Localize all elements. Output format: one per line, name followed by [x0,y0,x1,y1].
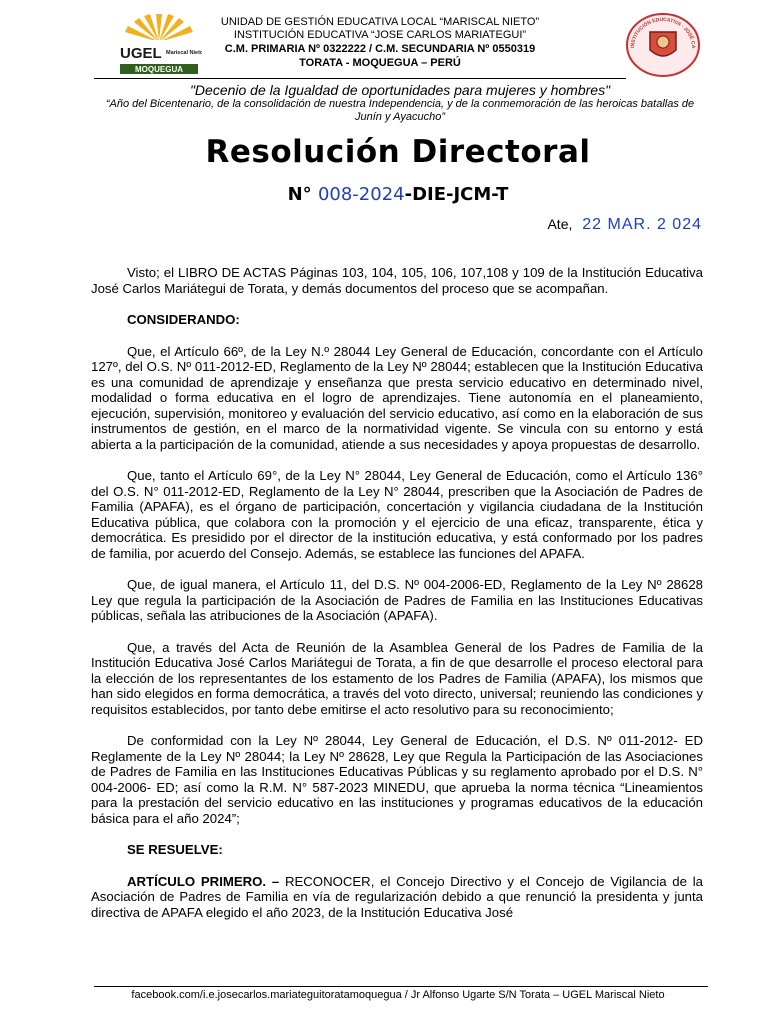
year-name: “Año del Bicentenario, de la consolidación de nuestra Independencia, y de la conmemoración de las heroicas batallas de Junín y Ayacucho” [105,98,695,123]
resolution-code: 008-2024 [317,184,405,205]
header-line-ugel: UNIDAD DE GESTIÓN EDUCATIVA LOCAL “MARISCAL NIETO” [220,16,540,28]
resolution-date [547,216,702,234]
ugel-logo-sub: Mariscal Nieto [166,50,202,56]
ugel-logo-band: MOQUEGUA [135,65,183,74]
school-crest-logo [624,12,702,78]
header-divider [94,78,626,79]
considerando-paragraph-2: Que, tanto el Artículo 69°, de la Ley N° 28044, Ley General de Educación, como el Artículo 136° del O.S. N° 011-2012-ED, Reglamento de la Ley N° 28044, prescriben que la Asociación de Padres de Familia (APAFA), es el órgano de participación, concertación y vigilancia ciudadana de la Institución Educativa pública, que colabora con la promoción y el ejercicio de una eficaz, transparente, ética y democrática. Es presidido por el director de la institución educativa, y está conformado por los padres de familia, por acuerdo del Consejo. Además, se establece las funciones del APAFA. [91,468,703,561]
resolution-prefix: N° [287,184,312,205]
header-line-location: TORATA - MOQUEGUA – PERÚ [299,57,461,69]
resuelve-heading: SE RESUELVE: [127,842,223,857]
ugel-logo-text: UGEL [120,45,162,62]
considerando-heading: CONSIDERANDO: [127,312,240,327]
article-one-title: ARTÍCULO PRIMERO. – [127,873,280,889]
considerando-paragraph-1: Que, el Artículo 66º, de la Ley N.º 28044 Ley General de Educación, concordante con el Artículo 127º, del O.S. Nº 011-2012-ED, Reglamento de la Ley Nº 28044; establecen que la Institución Educativa es una comunidad de aprendizaje y enseñanza que presta servicio educativo en determinado nivel, modalidad o forma educativa en el logro de aprendizajes. Tiene autonomía en el planeamiento, ejecución, supervisión, monitoreo y evaluación del servicio educativo, así como en la elaboración de sus instrumentos de gestión, en el marco de la normatividad vigente. Se vincula con su entorno y está abierta a la participación de la comunidad, atiende a sus necesidades y apoya propuestas de desarrollo. [91,343,703,452]
document-body [91,265,703,936]
article-one-text: RECONOCER, el Concejo Directivo y el Concejo de Vigilancia de la Asociación de Padres de Familia en vía de regularización debido a que renunció la presidenta y junta directiva de APAFA elegido el año 2023, de la Institución Educativa José [91,873,703,920]
considerando-paragraph-4: Que, a través del Acta de Reunión de la Asamblea General de los Padres de Familia de la Institución Educativa José Carlos Mariátegui de Torata, a fin de que desarrolle el proceso electoral para la elección de los representantes de los estamento de los Padres de Familia (APAFA), los mismos que han sido elegidos en forma democrática, a través del voto directo, universal; reuniendo las condiciones y requisitos establecidos, por tanto debe emitirse el acto resolutivo para su reconocimiento; [91,639,703,717]
document-title: Resolución Directoral [205,134,591,170]
visto-paragraph: Visto; el LIBRO DE ACTAS Páginas 103, 104, 105, 106, 107,108 y 109 de la Institución Educativa José Carlos Mariátegui de Torata, y demás documentos del proceso que se acompañan. [91,265,703,296]
header-line-institution: INSTITUCIÓN EDUCATIVA “JOSE CARLOS MARIATEGUI” [233,29,527,41]
article-one [91,874,703,921]
footer-divider [94,986,708,987]
footer-text: facebook.com/i.e.josecarlos.mariateguitoratamoquegua / Jr Alfonso Ugarte S/N Torata – UGEL Mariscal Nieto [131,989,665,1001]
date-value: 22 MAR. 2 024 [582,216,702,233]
header-line-codes: C.M. PRIMARIA Nº 0322222 / C.M. SECUNDARIA Nº 0550319 [224,43,536,55]
crest-text: INSTITUCIÓN EDUCATIVA · JOSÉ CA [629,16,697,49]
resolution-number [0,184,768,205]
resolution-suffix: -DIE-JCM-T [404,184,509,205]
considerando-paragraph-5: De conformidad con la Ley Nº 28044, Ley General de Educación, el D.S. Nº 011-2012- ED Reglamente de la Ley Nº 28044; la Ley Nº 28628, Ley que Regula la Participación de las Asociaciones de Padres de Familia en las Instituciones Educativas Públicas y su reglamento aprobado por el D.S. N° 004-2006- ED; así como la R.M. N° 587-2023 MINEDU, que aprueba la norma técnica “Lineamientos para la prestación del servicio educativo en las instituciones y programas educativos de la educación básica para el año 2024”; [91,733,703,826]
date-label: Ate, [547,216,573,232]
decade-name: "Decenio de la Igualdad de oportunidades para mujeres y hombres" [189,82,611,98]
considerando-paragraph-3: Que, de igual manera, el Artículo 11, del D.S. Nº 004-2006-ED, Reglamento de la Ley Nº 28628 Ley que regula la participación de la Asociación de Padres de Familia en las Instituciones Educativas públicas, señala las atribuciones de la Asociación (APAFA). [91,577,703,623]
